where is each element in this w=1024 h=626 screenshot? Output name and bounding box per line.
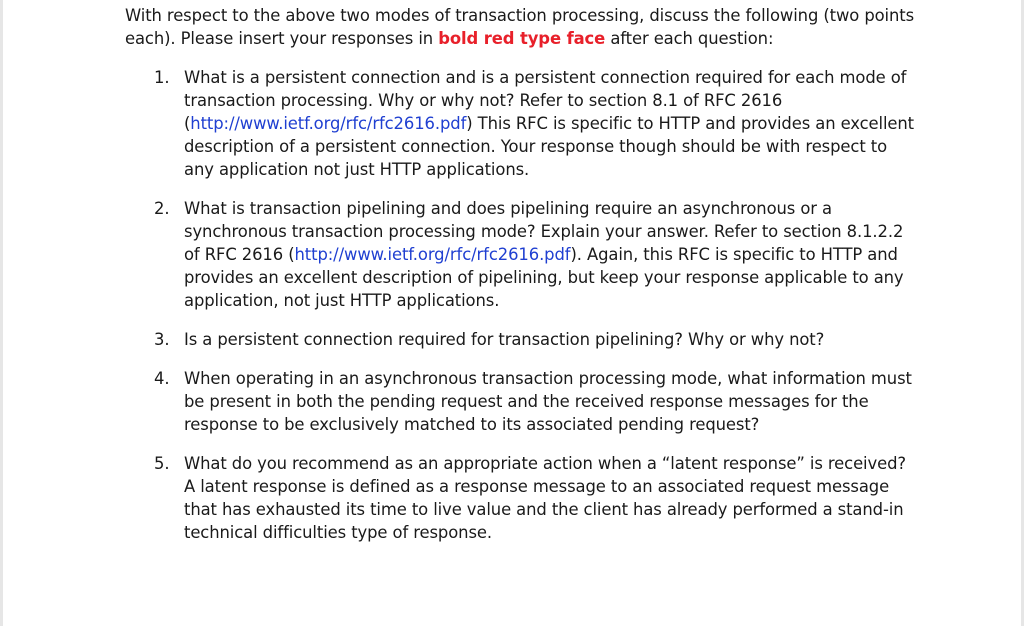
intro-paragraph [125, 4, 915, 50]
question-text: When operating in an asynchronous transaction processing mode, what information must be present in both the pending request and the received response messages for the response to be exclusively matched to its associated pending request? [184, 369, 912, 434]
question-item-2 [125, 197, 915, 312]
rfc-link[interactable]: http://www.ietf.org/rfc/rfc2616.pdf [294, 245, 571, 264]
question-number: 4. [154, 369, 170, 388]
question-item-5 [125, 452, 915, 544]
question-text-cont: ). Again, this RFC is specific to HTTP and provides an excellent description of pipelining, but keep your response applicable to any application, not just HTTP applications. [184, 245, 904, 310]
question-text: What do you recommend as an appropriate action when a “latent response” is received? A latent response is defined as a response message to an associated request message that has exhausted its time to live value and the client has already performed a stand-in technical difficulties type of response. [184, 454, 906, 542]
intro-text: With respect to the above two modes of transaction processing, discuss the following (two points each). Please insert your responses in [125, 6, 915, 48]
question-list [125, 66, 915, 544]
question-number: 3. [154, 330, 170, 349]
document-page [125, 4, 915, 560]
question-number: 1. [154, 68, 170, 87]
rfc-link[interactable]: http://www.ietf.org/rfc/rfc2616.pdf [190, 114, 467, 133]
intro-emphasis: bold red type face [438, 29, 606, 48]
left-page-edge [0, 0, 3, 626]
question-item-4 [125, 367, 915, 436]
question-number: 2. [154, 199, 170, 218]
question-text-cont: ) This RFC is specific to HTTP and provides an excellent description of a persistent connection. Your response though should be with respect to any application not just HTTP applications. [184, 114, 915, 179]
question-item-1 [125, 66, 915, 181]
question-number: 5. [154, 454, 170, 473]
question-text: Is a persistent connection required for transaction pipelining? Why or why not? [184, 330, 825, 349]
question-text: What is a persistent connection and is a persistent connection required for each mode of transaction processing. Why or why not? Refer to section 8.1 of RFC 2616 ( [184, 68, 907, 133]
question-text: What is transaction pipelining and does pipelining require an asynchronous or a synchronous transaction processing mode? Explain your answer. Refer to section 8.1.2.2 of RFC 2616 ( [184, 199, 904, 264]
intro-text-end: after each question: [605, 29, 774, 48]
question-item-3 [125, 328, 915, 351]
